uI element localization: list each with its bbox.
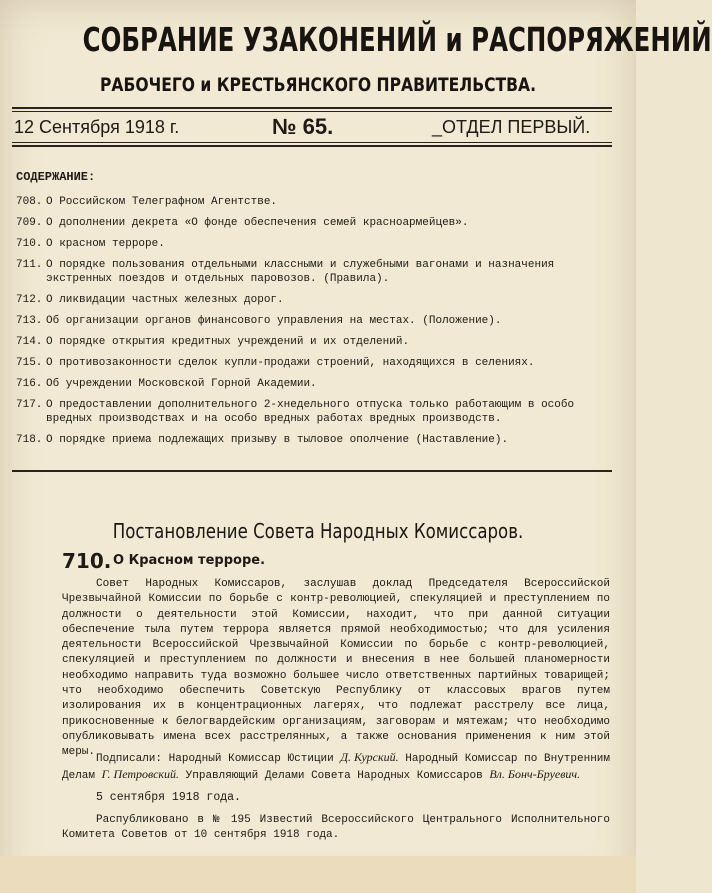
contents-item bbox=[16, 398, 606, 426]
contents-item-text: О красном терроре. bbox=[46, 238, 165, 250]
decree-signatures bbox=[62, 750, 610, 785]
contents-item-number: 713. bbox=[16, 315, 43, 327]
contents-item-number: 712. bbox=[16, 294, 43, 306]
document-subtitle: РАБОЧЕГО и КРЕСТЬЯНСКОГО ПРАВИТЕЛЬСТВА. bbox=[100, 74, 536, 96]
decree-heading: О Красном терроре. bbox=[113, 553, 266, 568]
signatures-interior-role: Народный Комиссар по Внутренним Делам bbox=[62, 753, 610, 783]
contents-item bbox=[16, 216, 606, 230]
contents-item-number: 718. bbox=[16, 434, 43, 446]
contents-item-text: О противозаконности сделок купли-продажи строений, находящихся в селениях. bbox=[46, 357, 535, 369]
contents-item bbox=[16, 258, 606, 286]
contents-item bbox=[16, 377, 606, 391]
issue-section: _ОТДЕЛ ПЕРВЫЙ. bbox=[432, 117, 591, 137]
signer-justice: Д. Курский. bbox=[340, 750, 399, 764]
contents-item-text: О ликвидации частных железных дорог. bbox=[46, 294, 284, 306]
contents-item-number: 716. bbox=[16, 378, 43, 390]
contents-item bbox=[16, 195, 606, 209]
signatures-affairs-role: Управляющий Делами Совета Народных Комиссаров bbox=[185, 770, 483, 783]
contents-item bbox=[16, 433, 606, 447]
contents-item-text: Об организации органов финансового управления на местах. (Положение). bbox=[46, 315, 502, 327]
decree-number: 710. bbox=[62, 549, 112, 573]
contents-item-text: О порядке пользования отдельными классными и служебными вагонами и назначения экстренных поездов и отдельных паровозов. (Правила). bbox=[46, 259, 555, 285]
signer-interior: Г. Петровский. bbox=[101, 767, 180, 782]
decree-title: Постановление Совета Народных Комиссаров. bbox=[112, 519, 524, 543]
contents-item-number: 717. bbox=[16, 399, 43, 411]
contents-item-text: О порядке открытия кредитных учреждений и их отделений. bbox=[46, 336, 410, 348]
header-rule-top-thin bbox=[12, 111, 612, 112]
signer-affairs: Вл. Бонч-Бруевич. bbox=[489, 767, 581, 782]
contents-rule bbox=[12, 470, 612, 472]
document-title: СОБРАНИЕ УЗАКОНЕНИЙ и РАСПОРЯЖЕНИЙ bbox=[82, 20, 712, 59]
republication-note: Распубликовано в № 195 Известий Всероссийского Центрального Исполнительного Комитета Советов от 10 сентября 1918 года. bbox=[62, 814, 610, 842]
contents-heading: СОДЕРЖАНИЕ: bbox=[16, 170, 96, 184]
contents-item-number: 715. bbox=[16, 357, 43, 369]
contents-item-text: О порядке приема подлежащих призыву в тыловое ополчение (Наставление). bbox=[46, 434, 509, 446]
contents-item-number: 711. bbox=[16, 259, 43, 271]
signatures-prefix: Подписали: Народный Комиссар Юстиции bbox=[96, 753, 334, 765]
contents-item-number: 710. bbox=[16, 238, 43, 250]
contents-item-number: 709. bbox=[16, 217, 43, 229]
issue-number: № 65. bbox=[272, 114, 334, 139]
contents-item-number: 708. bbox=[16, 196, 43, 208]
contents-item bbox=[16, 237, 606, 251]
decree-body: Совет Народных Комиссаров, заслушав доклад Председателя Всероссийской Чрезвычайной Комиссии по борьбе с контр-революцией, спекуляцией и преступлением по должности о деятельности этой Комиссии, находит, что при данной ситуации обеспечение тыла путем террора является прямой необходимостью; что для усиления деятельности Всероссийской Чрезвычайной Комиссии по борьбе с контр-революцией, спекуляцией и преступлением по должности и внесения в нее большей планомерности необходимо направить туда возможно большее число ответственных партийных товарищей; что необходимо обеспечить Советскую Республику от классовых врагов путем изолирования их в концентрационных лагерях, что подлежат расстрелу все лица, прикосновенные к белогвардейским организациям, заговорам и мятежам; что необходимо опубликовывать имена всех расстрелянных, а также основания применения к ним этой меры. bbox=[62, 578, 610, 759]
contents-item bbox=[16, 356, 606, 370]
contents-item-text: О дополнении декрета «О фонде обеспечения семей красноармейцев». bbox=[46, 217, 469, 229]
issue-date: 12 Сентября 1918 г. bbox=[14, 117, 180, 137]
contents-item bbox=[16, 293, 606, 307]
decree-date: 5 сентября 1918 года. bbox=[96, 791, 241, 804]
header-rule-bottom bbox=[12, 145, 612, 147]
contents-item-text: О Российском Телеграфном Агентстве. bbox=[46, 196, 278, 208]
contents-item-number: 714. bbox=[16, 336, 43, 348]
contents-item-text: Об учреждении Московской Горной Академии. bbox=[46, 378, 317, 390]
contents-item-text: О предоставлении дополнительного 2-хнедельного отпуска только работающим в особо вредных производствах и на особо вредных работах вредных производств. bbox=[46, 399, 575, 425]
header-rule-bottom-thin bbox=[12, 142, 612, 143]
contents-item bbox=[16, 335, 606, 349]
header-rule-top bbox=[12, 107, 612, 109]
page-bottom-edge bbox=[0, 856, 636, 893]
contents-item bbox=[16, 314, 606, 328]
contents-list bbox=[16, 195, 606, 454]
